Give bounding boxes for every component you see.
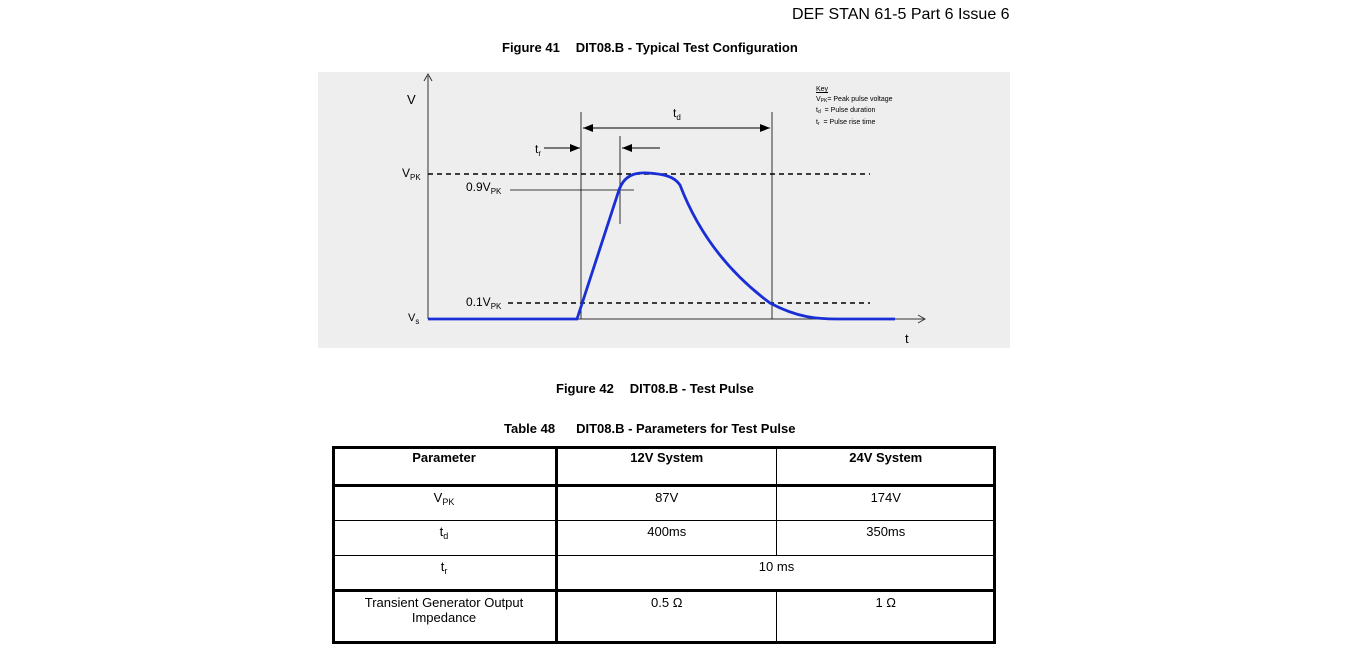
tr-arrow-right-head bbox=[622, 144, 632, 152]
figure-41-number: Figure 41 bbox=[502, 40, 560, 55]
figure-41-caption bbox=[502, 40, 798, 55]
table-48-title: DIT08.B - Parameters for Test Pulse bbox=[576, 421, 796, 436]
value-24v-cell: 350ms bbox=[776, 521, 996, 555]
value-12v-cell: 0.5 Ω bbox=[557, 590, 777, 643]
param-cell: Transient Generator Output Impedance bbox=[333, 590, 557, 643]
test-pulse-diagram bbox=[318, 72, 1010, 348]
td-arrow-left bbox=[583, 124, 593, 132]
value-24v-cell: 174V bbox=[776, 486, 996, 521]
key-row-td: $t_d$ = Pulse duration bbox=[816, 107, 876, 115]
diagram-key bbox=[816, 85, 893, 129]
table-row bbox=[333, 486, 996, 521]
t-axis-label: t bbox=[905, 331, 909, 346]
value-12v-cell: 87V bbox=[557, 486, 777, 521]
param-cell: $t_r$ bbox=[333, 555, 557, 590]
pulse-plot bbox=[318, 72, 1010, 348]
vs-label: $V_s$ bbox=[408, 312, 420, 326]
key-row-vpk: $V_{PK}=$ Peak pulse voltage bbox=[816, 95, 893, 104]
param-cell: $t_d$ bbox=[333, 521, 557, 555]
parameters-table bbox=[332, 446, 996, 644]
key-row-tr: $t_r$ = Pulse rise time bbox=[816, 118, 876, 127]
table-48-caption bbox=[504, 421, 795, 436]
merged-value-cell: 10 ms bbox=[557, 555, 996, 590]
v09-label: $0.9V_{PK}$ bbox=[466, 180, 502, 196]
v01-label: $0.1V_{PK}$ bbox=[466, 295, 502, 311]
value-12v-cell: 400ms bbox=[557, 521, 777, 555]
tr-label: $t_r$ bbox=[535, 142, 542, 158]
key-title: Key bbox=[816, 86, 829, 93]
header-24v-system: 24V System bbox=[776, 447, 996, 486]
tr-arrow-left-head bbox=[570, 144, 580, 152]
figure-41-title: DIT08.B - Typical Test Configuration bbox=[575, 40, 798, 55]
vpk-label: $V_{PK}$ bbox=[402, 166, 421, 182]
value-24v-cell: 1 Ω bbox=[776, 590, 996, 643]
v-axis-label: V bbox=[407, 92, 416, 107]
table-48-number: Table 48 bbox=[504, 421, 556, 436]
table-header-row bbox=[333, 447, 996, 486]
figure-42-number: Figure 42 bbox=[556, 381, 614, 396]
header-parameter: Parameter bbox=[333, 447, 557, 486]
table-row bbox=[333, 521, 996, 555]
td-arrow-right bbox=[760, 124, 770, 132]
figure-42-caption bbox=[556, 381, 754, 396]
figure-42-title: DIT08.B - Test Pulse bbox=[629, 381, 754, 396]
td-label: $t_d$ bbox=[673, 106, 681, 122]
document-header: DEF STAN 61-5 Part 6 Issue 6 bbox=[792, 6, 1010, 23]
param-cell: $V_{PK}$ bbox=[333, 486, 557, 521]
table-row bbox=[333, 590, 996, 643]
table-row bbox=[333, 555, 996, 590]
header-12v-system: 12V System bbox=[557, 447, 777, 486]
